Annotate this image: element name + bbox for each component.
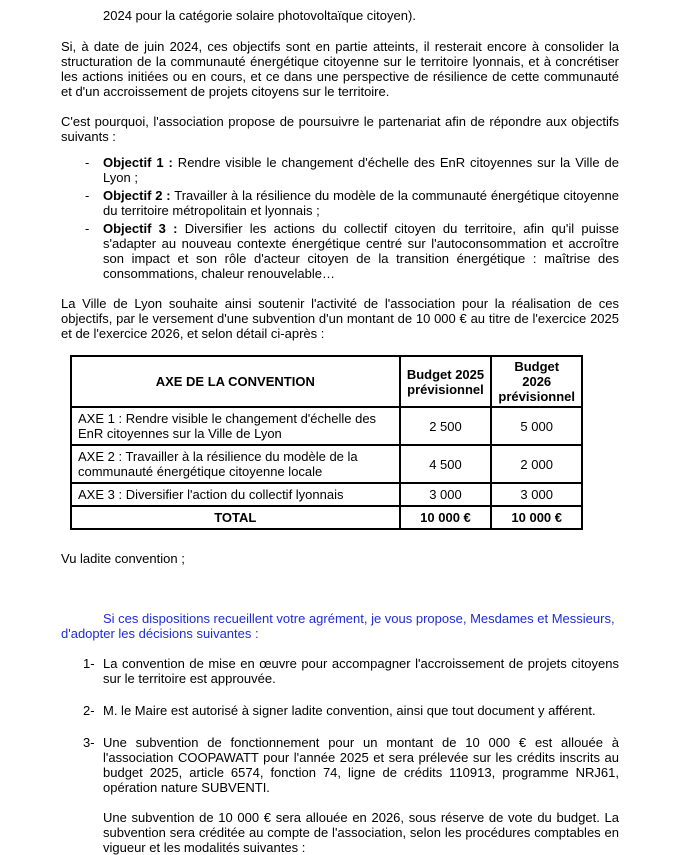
list-item bbox=[61, 703, 619, 718]
total-budget-2026: 10 000 € bbox=[491, 506, 582, 529]
table-row bbox=[71, 483, 582, 506]
cell-axe: AXE 2 : Travailler à la résilience du modèle de la communauté énergétique citoyenne locale bbox=[71, 445, 400, 483]
cell-budget-2025: 2 500 bbox=[400, 407, 492, 445]
decision-number: 2- bbox=[83, 703, 95, 718]
paragraph-objectives-status: Si, à date de juin 2024, ces objectifs sont en partie atteints, il resterait encore à consolider la structuration de la communauté énergétique citoyenne sur le territoire lyonnais, et à concrétiser les actions initiées ou en cours, et ce dans une perspective de résilience de cette communauté et d'un accroissement de projets citoyens sur le territoire. bbox=[61, 39, 619, 99]
decision-text: La convention de mise en œuvre pour accompagner l'accroissement de projets citoyens sur le territoire est approuvée. bbox=[103, 656, 619, 686]
paragraph-vu: Vu ladite convention ; bbox=[61, 551, 185, 566]
decision-number: 1- bbox=[83, 656, 95, 671]
cell-budget-2026: 2 000 bbox=[491, 445, 582, 483]
objective-label: Objectif 1 : bbox=[103, 155, 173, 170]
header-axe: AXE DE LA CONVENTION bbox=[71, 356, 400, 407]
table-row bbox=[71, 445, 582, 483]
list-item bbox=[61, 221, 619, 281]
decisions-list bbox=[61, 656, 619, 855]
bullet-dash: - bbox=[85, 221, 90, 236]
list-item bbox=[61, 155, 619, 185]
cell-budget-2025: 4 500 bbox=[400, 445, 492, 483]
cell-axe: AXE 1 : Rendre visible le changement d'échelle des EnR citoyennes sur la Ville de Lyon bbox=[71, 407, 400, 445]
table-row bbox=[71, 407, 582, 445]
cell-budget-2025: 3 000 bbox=[400, 483, 492, 506]
list-item bbox=[61, 656, 619, 686]
decision-text: M. le Maire est autorisé à signer ladite convention, ainsi que tout document y afférent. bbox=[103, 703, 596, 718]
decision-number: 3- bbox=[83, 735, 95, 750]
cell-budget-2026: 5 000 bbox=[491, 407, 582, 445]
objective-text: Travailler à la résilience du modèle de la communauté énergétique citoyenne du territoire métropolitain et lyonnais ; bbox=[103, 188, 619, 218]
cell-axe: AXE 3 : Diversifier l'action du collectif lyonnais bbox=[71, 483, 400, 506]
table-total-row bbox=[71, 506, 582, 529]
objectives-list bbox=[61, 155, 619, 284]
list-item bbox=[61, 735, 619, 795]
list-item bbox=[61, 188, 619, 218]
header-budget-2026: Budget 2026 prévisionnel bbox=[491, 356, 582, 407]
paragraph-partnership: C'est pourquoi, l'association propose de poursuivre le partenariat afin de répondre aux objectifs suivants : bbox=[61, 114, 619, 144]
objective-text: Diversifier les actions du collectif citoyen du territoire, afin qu'il puisse s'adapter au nouveau contexte énergétique centré sur l'autoconsommation et accroître son impact et son rôle d'acteur citoyen de la transition énergétique : maîtrise des consommations, chaleur renouvelable… bbox=[103, 221, 619, 281]
proposal-line-2: d'adopter les décisions suivantes : bbox=[61, 626, 259, 641]
paragraph-subsidy: La Ville de Lyon souhaite ainsi soutenir l'activité de l'association pour la réalisation de ces objectifs, par le versement d'une subvention d'un montant de 10 000 € au titre de l'exercice 2025 et de l'exercice 2026, et selon détail ci-après : bbox=[61, 296, 619, 341]
objective-text: Rendre visible le changement d'échelle des EnR citoyennes sur la Ville de Lyon ; bbox=[103, 155, 619, 185]
objective-label: Objectif 3 : bbox=[103, 221, 178, 236]
total-label: TOTAL bbox=[71, 506, 400, 529]
cell-budget-2026: 3 000 bbox=[491, 483, 582, 506]
decision-text: Une subvention de 10 000 € sera allouée en 2026, sous réserve de vote du budget. La subvention sera créditée au compte de l'association, selon les procédures comptables en vigueur et les modalités suivantes : bbox=[103, 810, 619, 855]
objective-label: Objectif 2 : bbox=[103, 188, 171, 203]
proposal-line-1: Si ces dispositions recueillent votre agrément, je vous propose, Mesdames et Messieurs, bbox=[103, 611, 615, 626]
convention-budget-table bbox=[70, 355, 583, 530]
bullet-dash: - bbox=[85, 155, 90, 170]
decision-3-continuation bbox=[61, 810, 619, 855]
bullet-dash: - bbox=[85, 188, 90, 203]
paragraph-intro-end: 2024 pour la catégorie solaire photovoltaïque citoyen). bbox=[103, 8, 416, 23]
header-budget-2025: Budget 2025 prévisionnel bbox=[400, 356, 492, 407]
table-header-row bbox=[71, 356, 582, 407]
total-budget-2025: 10 000 € bbox=[400, 506, 492, 529]
decision-text: Une subvention de fonctionnement pour un montant de 10 000 € est allouée à l'association COOPAWATT pour l'année 2025 et sera prélevée sur les crédits inscrits au budget 2025, article 6574, fonction 74, ligne de crédits 110913, programme NRJ61, opération nature SUBVENTI. bbox=[103, 735, 619, 795]
